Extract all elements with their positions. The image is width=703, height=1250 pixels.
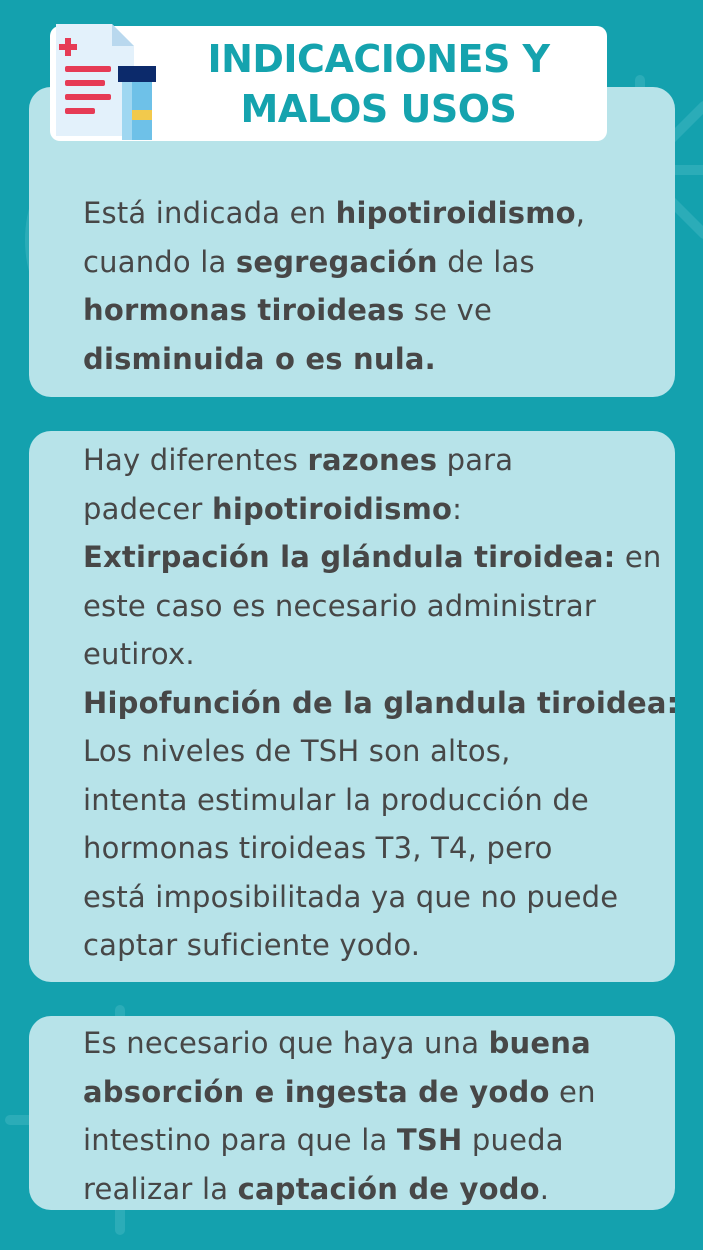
reasons-card	[29, 431, 679, 982]
title-line-1: INDICACIONES Y	[207, 37, 550, 81]
medical-document-icon	[50, 18, 160, 143]
text-run: este caso es necesario administrar	[83, 588, 596, 623]
text-run: intenta estimular la producción de	[83, 782, 589, 817]
text-line	[83, 533, 678, 582]
bold-text: disminuida o es nula.	[83, 341, 436, 376]
text-run: realizar la	[83, 1171, 238, 1206]
reasons-text	[83, 436, 678, 970]
title-line-2: MALOS USOS	[240, 87, 517, 131]
text-line	[83, 921, 678, 970]
text-run: ,	[575, 196, 586, 230]
text-line	[83, 582, 678, 631]
text-run: :	[452, 491, 463, 526]
text-run: se ve	[404, 293, 493, 327]
text-line	[83, 436, 678, 485]
text-run: para	[437, 443, 514, 477]
text-run: en	[615, 540, 662, 574]
indication-text	[83, 189, 585, 383]
text-line	[83, 824, 678, 873]
text-line	[83, 1116, 596, 1165]
bold-text: buena	[488, 1026, 591, 1060]
text-run: captar suficiente yodo.	[83, 928, 421, 962]
absorption-card	[29, 1016, 675, 1210]
text-line	[83, 238, 585, 287]
bold-text: Extirpación la glándula tiroidea:	[83, 540, 616, 574]
text-run: en	[549, 1074, 596, 1109]
text-run: Hay diferentes	[83, 443, 308, 477]
text-run: Está indicada en	[83, 196, 336, 230]
text-run: de las	[437, 244, 535, 279]
absorption-text	[83, 1019, 596, 1213]
text-line	[83, 1165, 596, 1214]
text-run: está imposibilitada ya que no puede	[83, 879, 619, 914]
text-run: eutirox.	[83, 637, 195, 671]
bold-text: razones	[307, 443, 438, 477]
text-run: padecer	[83, 491, 212, 526]
text-line	[83, 727, 678, 776]
text-run: hormonas tiroideas T3, T4, pero	[83, 831, 553, 865]
text-run: pueda	[462, 1123, 564, 1157]
text-line	[83, 286, 585, 335]
bold-text: absorción e ingesta de yodo	[83, 1074, 550, 1109]
text-line	[83, 189, 585, 238]
bold-text: Hipofunción de la glandula tiroidea:	[83, 685, 679, 720]
page-title	[150, 26, 607, 141]
text-run: Los niveles de TSH son altos,	[83, 734, 511, 768]
text-line	[83, 776, 678, 825]
bold-text: hipotiroidismo	[335, 196, 576, 230]
text-line	[83, 1068, 596, 1117]
text-run: Es necesario que haya una	[83, 1026, 489, 1060]
bold-text: segregación	[235, 244, 438, 279]
bold-text: hormonas tiroideas	[83, 293, 405, 327]
text-line	[83, 1019, 596, 1068]
text-run: .	[539, 1171, 550, 1206]
text-line	[83, 630, 678, 679]
bold-text: TSH	[396, 1123, 463, 1157]
text-line	[83, 335, 585, 384]
text-line	[83, 873, 678, 922]
text-run: cuando la	[83, 244, 236, 279]
bold-text: hipotiroidismo	[211, 491, 453, 526]
text-line	[83, 485, 678, 534]
bold-text: captación de yodo	[237, 1171, 540, 1206]
text-run: intestino para que la	[83, 1123, 397, 1157]
text-line	[83, 679, 678, 728]
